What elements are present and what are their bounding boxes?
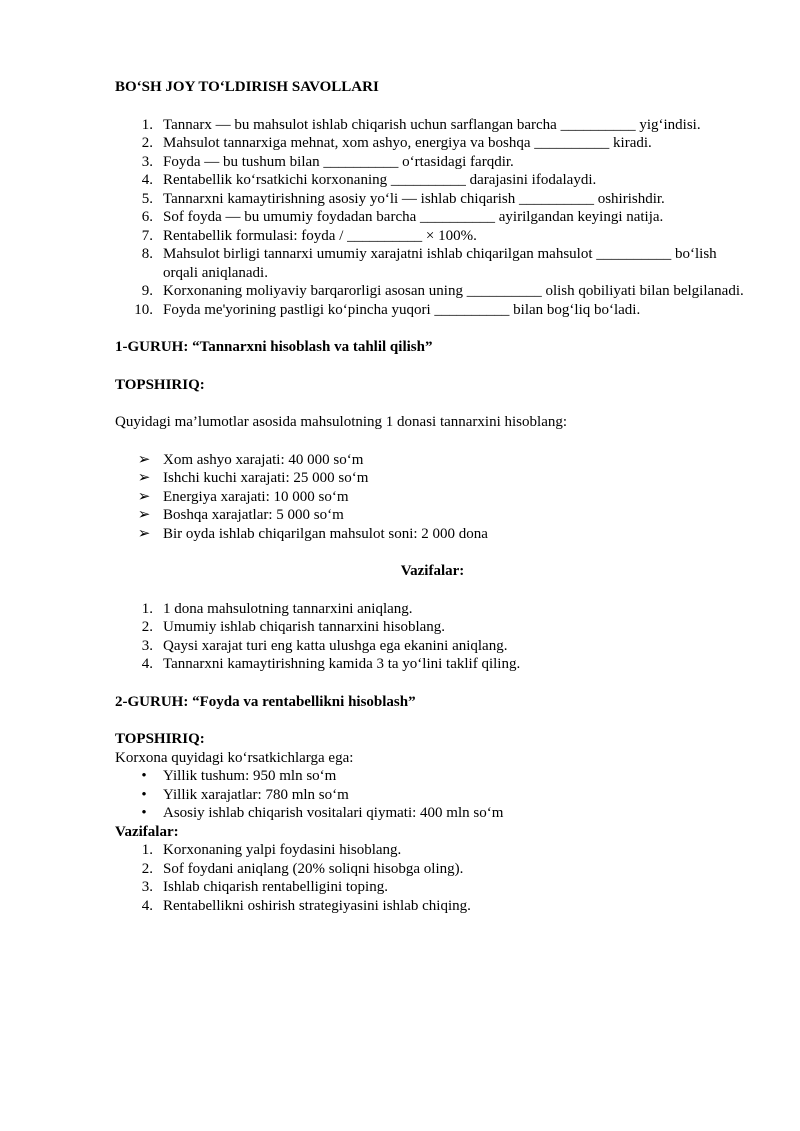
list-item: 1. Tannarx — bu mahsulot ishlab chiqarish uchun sarflangan barcha __________ yig‘indisi. bbox=[141, 116, 701, 133]
group2-intro: Korxona quyidagi ko‘rsatkichlarga ega: bbox=[115, 749, 354, 766]
group1-data-list bbox=[115, 451, 750, 544]
list-item: 2. Umumiy ishlab chiqarish tannarxini hisoblang. bbox=[141, 619, 446, 635]
list-item: 1. 1 dona mahsulotning tannarxini aniqlang. bbox=[141, 600, 413, 617]
list-item: 4. Rentabellik ko‘rsatkichi korxonaning __________ darajasini ifodalaydi. bbox=[141, 172, 597, 188]
list-item: • Yillik xarajatlar: 780 mln so‘m bbox=[115, 786, 750, 805]
group1-intro: Quyidagi ma’lumotlar asosida mahsulotning 1 donasi tannarxini hisoblang: bbox=[115, 414, 568, 430]
arrow-bullet-icon: ➢ bbox=[137, 507, 151, 523]
list-item: 9. Korxonaning moliyaviy barqarorligi asosan uning __________ olish qobiliyati bilan belgilanadi. bbox=[141, 283, 744, 299]
group2-tasks-list bbox=[115, 841, 750, 915]
group1-task-label: TOPSHIRIQ: bbox=[115, 376, 205, 393]
group1-tasks-list bbox=[115, 600, 750, 674]
list-item: ➢ Energiya xarajati: 10 000 so‘m bbox=[137, 488, 349, 505]
arrow-bullet-icon: ➢ bbox=[137, 525, 151, 542]
list-item: • Yillik tushum: 950 mln so‘m bbox=[115, 767, 750, 786]
list-item: 10. Foyda me'yorining pastligi ko‘pincha yuqori __________ bilan bog‘liq bo‘ladi. bbox=[134, 301, 641, 318]
list-item: 2. Sof foydani aniqlang (20% soliqni hisobga oling). bbox=[141, 860, 464, 877]
group2-tasks-label: Vazifalar: bbox=[115, 823, 179, 840]
group1-title: 1-GURUH: “Tannarxni hisoblash va tahlil qilish” bbox=[115, 339, 433, 355]
fill-in-questions-list bbox=[115, 116, 750, 320]
list-item: 2. Mahsulot tannarxiga mehnat, xom ashyo, energiya va boshqa __________ kiradi. bbox=[141, 135, 652, 151]
list-item: 8. Mahsulot birligi tannarxi umumiy xarajatni ishlab chiqarilgan mahsulot __________ bo‘lish orqali aniqlanadi. bbox=[141, 246, 717, 281]
list-item: • Asosiy ishlab chiqarish vositalari qiymati: 400 mln so‘m bbox=[115, 804, 750, 823]
list-item: ➢ Bir oyda ishlab chiqarilgan mahsulot soni: 2 000 dona bbox=[137, 525, 488, 542]
group2-title: 2-GURUH: “Foyda va rentabellikni hisoblash” bbox=[115, 693, 416, 710]
list-item: 3. Qaysi xarajat turi eng katta ulushga ega ekanini aniqlang. bbox=[141, 637, 508, 654]
bullet-icon: • bbox=[141, 786, 147, 803]
list-item: 7. Rentabellik formulasi: foyda / __________ × 100%. bbox=[141, 227, 477, 244]
group1-tasks-label: Vazifalar: bbox=[400, 563, 465, 579]
arrow-bullet-icon: ➢ bbox=[137, 488, 151, 505]
arrow-bullet-icon: ➢ bbox=[137, 451, 151, 468]
list-item: 5. Tannarxni kamaytirishning asosiy yo‘li — ishlab chiqarish __________ oshirishdir. bbox=[141, 190, 665, 207]
list-item: 3. Ishlab chiqarish rentabelligini toping. bbox=[141, 879, 388, 895]
list-item: 4. Rentabellikni oshirish strategiyasini ishlab chiqing. bbox=[141, 897, 471, 914]
list-item: ➢ Ishchi kuchi xarajati: 25 000 so‘m bbox=[137, 470, 369, 486]
list-item: 4. Tannarxni kamaytirishning kamida 3 ta yo‘lini taklif qiling. bbox=[141, 656, 521, 672]
list-item: 1. Korxonaning yalpi foydasini hisoblang. bbox=[141, 842, 402, 858]
bullet-icon: • bbox=[141, 805, 147, 821]
list-item: ➢ Boshqa xarajatlar: 5 000 so‘m bbox=[137, 507, 344, 523]
list-item: ➢ Xom ashyo xarajati: 40 000 so‘m bbox=[137, 451, 364, 468]
group2-task-label: TOPSHIRIQ: bbox=[115, 731, 205, 747]
bullet-icon: • bbox=[141, 768, 147, 784]
group2-data-list bbox=[115, 767, 750, 823]
arrow-bullet-icon: ➢ bbox=[137, 470, 151, 486]
list-item: 3. Foyda — bu tushum bilan __________ o‘rtasidagi farqdir. bbox=[141, 153, 514, 170]
list-item: 6. Sof foyda — bu umumiy foydadan barcha __________ ayirilgandan keyingi natija. bbox=[141, 209, 664, 225]
section-title-fill-in: BO‘SH JOY TO‘LDIRISH SAVOLLARI bbox=[115, 79, 379, 95]
